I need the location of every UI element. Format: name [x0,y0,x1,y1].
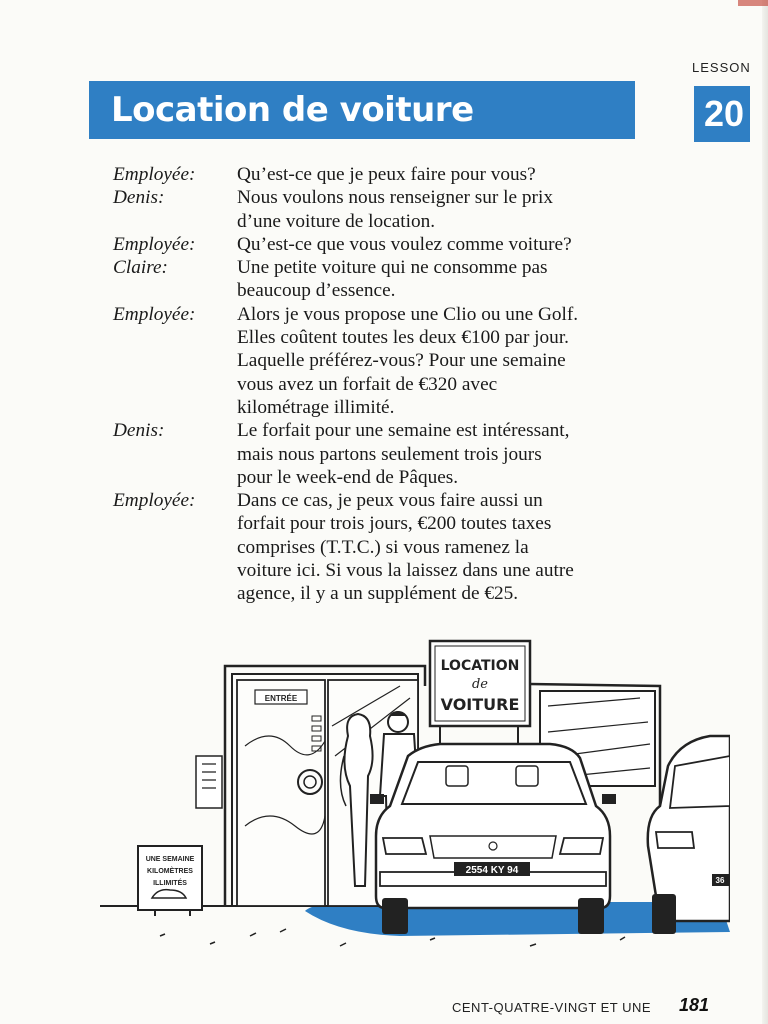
dialogue-line: Alors je vous propose une Clio ou une Golf. [237,303,579,325]
page-edge [762,0,768,1024]
dialogue-line: comprises (T.T.C.) si vous ramenez la [237,536,529,558]
unlimited-km-placard [138,846,202,916]
speaker-name: Employée: [113,490,196,512]
rental-sign [430,641,530,746]
speaker-name: Denis: [113,420,165,442]
page-corner-mark [738,0,768,6]
dialogue-text [237,419,633,489]
dialogue-line: Qu’est-ce que vous voulez comme voiture? [237,233,572,255]
dialogue-line: pour le week-end de Pâques. [237,466,459,488]
dialogue-turn [113,256,633,303]
lesson-number: 20 [704,93,745,134]
dialogue-text [237,186,633,233]
lesson-label: LESSON [692,60,751,75]
dialogue-line: beaucoup d’essence. [237,280,396,302]
dialogue-text [237,256,633,303]
dialogue-turn [113,233,633,256]
dialogue-line: forfait pour trois jours, €200 toutes taxes [237,513,552,535]
dialogue-text [237,233,633,256]
entrance-sign: ENTRÉE [264,694,298,703]
license-plate: 2554 KY 94 [465,865,519,876]
sign-line-3: VOITURE [440,695,520,714]
placard-line-1: UNE SEMAINE [145,856,195,863]
sign-line-1: LOCATION [440,658,520,674]
dialogue-line: vous avez un forfait de €320 avec [237,373,498,395]
dialogue-line: Dans ce cas, je peux vous faire aussi un [237,490,543,512]
dialogue-line: Nous voulons nous renseigner sur le prix [237,187,553,209]
lesson-number-box [694,86,750,142]
footer-page-words: CENT-QUATRE-VINGT ET UNE [452,1000,652,1015]
car-rental-illustration [100,636,730,956]
title-bar [89,81,635,139]
speaker-name: Employée: [113,164,196,185]
page-title: Location de voiture [111,90,474,130]
dialogue-text [237,489,633,605]
sign-line-2: de [471,677,489,692]
dialogue-line: mais nous partons seulement trois jours [237,443,542,465]
side-plate: 36 [715,876,725,885]
dialogue-turn [113,186,633,233]
speaker-name: Denis: [113,187,165,209]
page-number: 181 [679,995,710,1015]
dialogue-turn [113,489,633,605]
dialogue-line: Le forfait pour une semaine est intéressant, [237,420,570,442]
dialogue-line: Qu’est-ce que je peux faire pour vous? [237,164,536,185]
dialogue-line: voiture ici. Si vous la laissez dans une autre [237,560,574,582]
dialogue-line: agence, il y a un supplément de €25. [237,583,519,605]
dialogue-turn [113,163,633,186]
dialogue-line: Une petite voiture qui ne consomme pas [237,257,548,279]
dialogue-text [237,163,633,186]
dialogue-line: Elles coûtent toutes les deux €100 par jour. [237,327,569,349]
speaker-name: Employée: [113,303,196,325]
dialogue-turn [113,303,633,419]
rental-car [370,744,616,934]
dialogue [113,163,633,606]
speaker-name: Employée: [113,233,196,255]
placard-line-2: KILOMÈTRES [147,868,193,875]
dialogue-turn [113,419,633,489]
dialogue-line: d’une voiture de location. [237,210,436,232]
placard-line-3: ILLIMITÉS [153,880,187,887]
speaker-name: Claire: [113,257,168,279]
dialogue-line: Laquelle préférez-vous? Pour une semaine [237,350,566,372]
dialogue-text [237,303,633,419]
dialogue-line: kilométrage illimité. [237,396,395,418]
